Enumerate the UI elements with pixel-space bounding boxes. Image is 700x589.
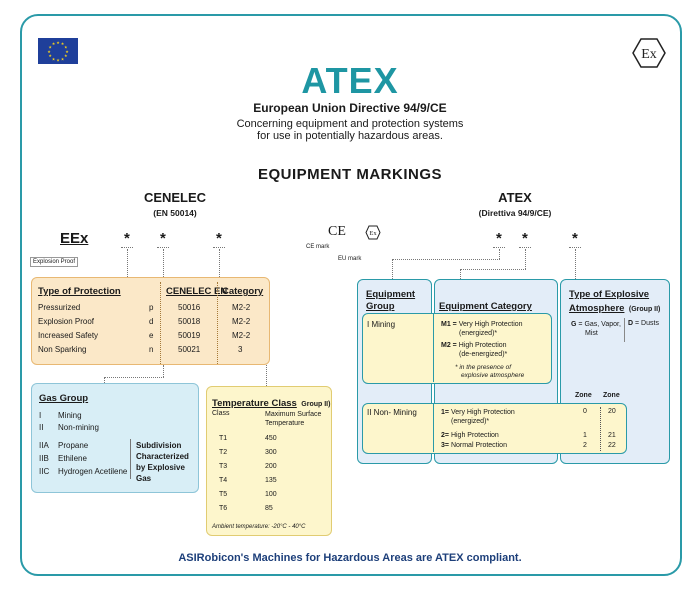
footnote-line: * in the presence of	[455, 364, 512, 371]
connector-line	[266, 365, 267, 386]
cat3-category	[441, 442, 507, 449]
m1-text: Very High Protection	[458, 321, 523, 328]
m1-line: (energized)*	[459, 330, 498, 337]
ambient-temperature-note: Ambient temperature: -20°C - 40°C	[212, 524, 306, 530]
cat3-text: Normal Protection	[450, 442, 507, 449]
temp-value: 200	[265, 463, 277, 470]
eu-mark-text: Ex	[369, 230, 377, 237]
temp-class: T5	[219, 491, 228, 498]
cenelec-heading: CENELEC	[143, 190, 207, 205]
connector-line	[163, 365, 164, 377]
zone-dust: 22	[608, 442, 616, 449]
cat2-category	[441, 432, 499, 439]
cenelec-star: *	[124, 230, 130, 247]
subdivision-note	[136, 440, 198, 484]
cenelec-star: *	[160, 230, 166, 247]
cat2-code: 2=	[441, 432, 449, 439]
protection-category: 3	[238, 345, 243, 354]
connector-line	[219, 249, 220, 277]
protection-code: d	[149, 317, 154, 326]
cat1-text: Very High Protection	[450, 409, 515, 416]
connector-line	[499, 249, 500, 259]
description-line: for use in potentially hazardous areas.	[257, 130, 443, 142]
temp-value: 300	[265, 449, 277, 456]
m1-line	[441, 320, 523, 329]
protection-type: Pressurized	[38, 303, 81, 312]
gas-code: IIB	[39, 454, 49, 463]
svg-text:★: ★	[60, 41, 65, 47]
gas-code: IIC	[39, 467, 50, 476]
connector-line	[525, 249, 526, 269]
footnote-line: explosive atmosphere	[461, 372, 525, 379]
temp-value: 85	[265, 505, 273, 512]
column-divider	[624, 318, 625, 342]
svg-text:★: ★	[51, 41, 56, 47]
temperature-class-title: Temperature Class	[212, 398, 297, 409]
atmosphere-title-row	[569, 301, 660, 316]
connector-line	[460, 269, 461, 279]
atex-star: *	[572, 230, 578, 247]
svg-text:★: ★	[51, 56, 56, 62]
cat3-code: 3=	[441, 442, 449, 449]
protection-en: 50016	[178, 303, 201, 312]
temp-value: 135	[265, 477, 277, 484]
protection-code: n	[149, 345, 154, 354]
gas-name: Hydrogen Acetilene	[58, 467, 128, 476]
temperature-class-box	[206, 386, 332, 536]
gas-group-title: Gas Group	[39, 393, 89, 404]
column-divider	[160, 282, 161, 364]
atex-heading: ATEX	[498, 190, 532, 205]
underline	[121, 247, 133, 248]
svg-text:★: ★	[64, 44, 68, 50]
section-title: EQUIPMENT MARKINGS	[257, 166, 442, 183]
equipment-category-title: Equipment Category	[439, 301, 532, 312]
eu-mark-icon	[365, 225, 381, 245]
max-temp-header-line: Maximum Surface	[265, 411, 322, 418]
m1-code: M1 =	[441, 321, 457, 328]
cat1-code: 1=	[441, 409, 449, 416]
protection-category: M2-2	[232, 317, 251, 326]
connector-line	[104, 377, 164, 378]
gas-type-text: = Gas, Vapor,	[578, 321, 621, 328]
m2-code: M2 =	[441, 342, 457, 349]
dust-type-code: D	[628, 320, 634, 327]
zone-header-gas: Zone	[575, 392, 592, 399]
equipment-group-title-line: Equipment	[366, 289, 416, 300]
atmosphere-title-line: Atmosphere	[569, 303, 625, 314]
non-mining-group-label: II Non- Mining	[367, 408, 417, 417]
page-title: ATEX	[301, 60, 399, 101]
equipment-group-title-line: Group	[366, 301, 395, 312]
protection-code: p	[149, 303, 154, 312]
temperature-class-suffix: Group II)	[301, 401, 331, 408]
protection-type: Explosion Proof	[38, 317, 95, 326]
mining-row	[362, 313, 552, 384]
temp-class: T2	[219, 449, 228, 456]
cenelec-subheading: (EN 50014)	[153, 208, 197, 218]
connector-line	[127, 249, 128, 277]
dust-type-text: = Dusts	[635, 320, 659, 327]
eex-marking: EEx	[60, 230, 89, 247]
gas-name: Propane	[58, 441, 89, 450]
explosion-proof-label: Explosion Proof	[30, 257, 78, 267]
svg-text:★: ★	[56, 57, 60, 63]
temp-class: T3	[219, 463, 228, 470]
protection-en: 50018	[178, 317, 201, 326]
non-mining-row	[362, 403, 627, 454]
connector-line	[575, 249, 576, 279]
protection-en: 50021	[178, 345, 201, 354]
gas-code: IIA	[39, 441, 49, 450]
row-divider	[433, 404, 434, 452]
subdivision-line: by Explosive Gas	[136, 463, 185, 483]
max-temp-header-line: Temperature	[265, 420, 305, 427]
svg-text:★: ★	[47, 48, 51, 54]
atex-star: *	[496, 230, 502, 247]
zone-gas: 2	[583, 442, 587, 449]
subdivision-line: Subdivision	[136, 441, 182, 450]
ce-mark-icon: CE	[328, 224, 346, 239]
page-subtitle: European Union Directive 94/9/CE	[253, 101, 447, 115]
page-description	[0, 118, 700, 142]
equipment-group-title	[366, 289, 415, 313]
atmosphere-title-line: Type of Explosive	[569, 289, 650, 300]
zone-gas: 1	[583, 432, 587, 439]
protection-table	[31, 277, 270, 365]
cat1-category	[441, 408, 515, 426]
cenelec-en-header: CENELEC EN	[166, 286, 228, 297]
underline	[213, 247, 225, 248]
description-line: Concerning equipment and protection systems	[236, 118, 464, 130]
gas-group-box	[31, 383, 199, 493]
atmosphere-title	[569, 289, 660, 316]
connector-line	[392, 259, 393, 279]
gas-type-code: G	[571, 321, 577, 328]
zone-gas: 0	[583, 408, 587, 415]
svg-text:★: ★	[65, 48, 69, 54]
underline	[157, 247, 169, 248]
temp-class: T4	[219, 477, 228, 484]
m2-line: (de-energized)*	[459, 351, 508, 358]
protection-type: Non Sparking	[38, 345, 87, 354]
cenelec-star: *	[216, 230, 222, 247]
gas-name: Non-mining	[58, 423, 99, 432]
atex-subheading: (Direttiva 94/9/CE)	[478, 208, 552, 218]
m1-category	[441, 320, 523, 338]
subdivision-line: Characterized	[136, 452, 189, 461]
gas-code: I	[39, 411, 42, 420]
gas-type-note	[571, 320, 621, 338]
protection-en: 50019	[178, 331, 201, 340]
zone-header-dust: Zone	[603, 392, 620, 399]
temp-class: T1	[219, 435, 228, 442]
connector-line	[163, 249, 164, 277]
temp-value: 450	[265, 435, 277, 442]
cat2-text: High Protection	[450, 432, 499, 439]
temp-class: T6	[219, 505, 228, 512]
atmosphere-footnote	[455, 364, 524, 380]
m2-category	[441, 341, 507, 359]
protection-code: e	[149, 331, 154, 340]
gas-code: II	[39, 423, 44, 432]
gas-type-line: Mist	[585, 330, 598, 337]
atex-star: *	[522, 230, 528, 247]
gas-name: Ethilene	[58, 454, 87, 463]
svg-text:★: ★	[60, 56, 65, 62]
footer-note: ASIRobicon's Machines for Hazardous Areas are ATEX compliant.	[178, 552, 522, 564]
m2-text: High Protection	[458, 342, 507, 349]
svg-text:★: ★	[48, 44, 52, 50]
category-header: Category	[222, 286, 264, 297]
temp-value: 100	[265, 491, 277, 498]
ce-mark-label: CE mark	[306, 244, 330, 250]
zone-dust: 20	[608, 408, 616, 415]
cat1-line	[441, 408, 515, 417]
cat1-line: (energized)*	[451, 418, 490, 425]
svg-text:★: ★	[48, 53, 52, 59]
temperature-title-row	[212, 393, 330, 411]
protection-type: Increased Safety	[38, 331, 99, 340]
svg-text:★: ★	[64, 53, 68, 59]
zone-divider	[600, 407, 601, 451]
connector-line	[392, 259, 500, 260]
dust-type-note	[628, 320, 659, 327]
bracket-line	[130, 439, 131, 479]
m2-line	[441, 341, 507, 350]
protection-category: M2-2	[232, 303, 251, 312]
underline	[493, 247, 505, 248]
column-divider	[217, 282, 218, 364]
connector-line	[460, 269, 526, 270]
eu-mark-label: EU mark	[338, 256, 362, 262]
mining-group-label: I Mining	[367, 320, 396, 329]
underline	[569, 247, 581, 248]
protection-header: Type of Protection	[38, 286, 121, 297]
row-divider	[433, 314, 434, 382]
gas-name: Mining	[58, 411, 82, 420]
max-temp-column-header	[265, 410, 321, 428]
svg-text:★: ★	[56, 40, 60, 45]
atmosphere-title-suffix: (Group II)	[628, 306, 661, 313]
gas-type-line	[571, 320, 621, 329]
zone-dust: 21	[608, 432, 616, 439]
class-column-header: Class	[212, 410, 230, 417]
protection-category: M2-2	[232, 331, 251, 340]
ex-logo-text: Ex	[641, 47, 657, 62]
underline	[519, 247, 531, 248]
